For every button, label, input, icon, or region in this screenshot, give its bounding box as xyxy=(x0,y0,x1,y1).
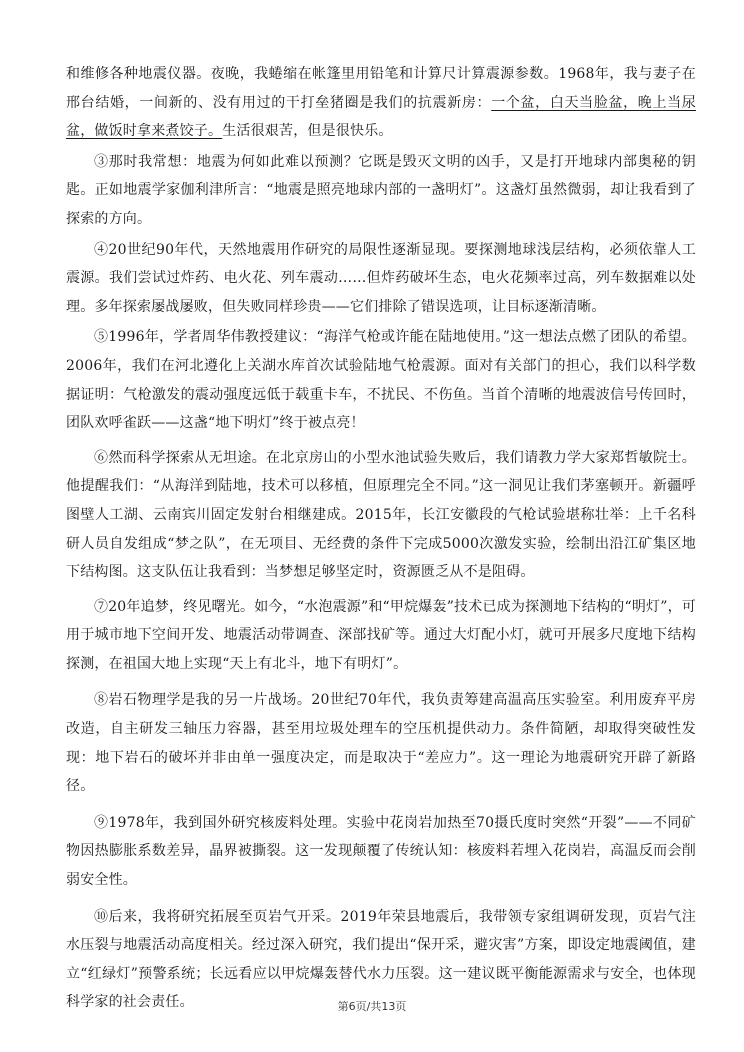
paragraph-6: ⑥然而科学探索从无坦途。在北京房山的小型水池试验失败后，我们请教力学大家郑哲敏院士。他提醒我们：“从海洋到陆地，技术可以移植，但原理完全不同。”这一洞见让我们茅塞顿开。新疆呼图壁人工湖、云南宾川固定发射台相继建成。2015年，长江安徽段的气枪试验堪称壮举：上千名科研人员自发组成“梦之队”，在无项目、无经费的条件下完成5000次激发实验，绘制出沿江矿集区地下结构图。这支队伍让我看到：当梦想足够坚定时，资源匮乏从不是阻碍。 xyxy=(66,449,696,581)
paragraph-9: ⑨1978年，我到国外研究核废料处理。实验中花岗岩加热至70摄氏度时突然“开裂”——不同矿物因热膨胀系数差异，晶界被撕裂。这一发现颠覆了传统认知：核废料若埋入花岗岩，高温反而会削弱安全性。 xyxy=(66,814,696,889)
page-number-footer: 第6页/共13页 xyxy=(337,1000,407,1013)
underlined-sentence: 一个盆，白天当脸盆，晚上当尿盆，做饭时拿来煮饺子。 xyxy=(66,94,696,140)
paragraph-1 xyxy=(66,60,696,146)
paragraph-10: ⑩后来，我将研究拓展至页岩气开采。2019年荣县地震后，我带领专家组调研发现，页岩气注水压裂与地震活动高度相关。经过深入研究，我们提出“保开采，避灾害”方案，即设定地震阈值，建立“红绿灯”预警系统；长远看应以甲烷爆轰替代水力压裂。这一建议既平衡能源需求与安全，也体现科学家的社会责任。 xyxy=(66,908,696,1011)
article-body xyxy=(66,60,696,1017)
paragraph-8: ⑧岩石物理学是我的另一片战场。20世纪70年代，我负责筹建高温高压实验室。利用废弃平房改造，自主研发三轴压力容器，甚至用垃圾处理车的空压机提供动力。条件简陋，却取得突破性发现：地下岩石的破坏并非由单一强度决定，而是取决于“差应力”。这一理论为地震研究开辟了新路径。 xyxy=(66,692,696,795)
paragraph-1-tail: 生活很艰苦，但是很快乐。 xyxy=(222,123,393,140)
paragraph-7: ⑦20年追梦，终见曙光。如今，“水泡震源”和“甲烷爆轰”技术已成为探测地下结构的“明灯”，可用于城市地下空间开发、地震活动带调查、深部找矿等。通过大灯配小灯，就可开展多尺度地下结构探测，在祖国大地上实现“天上有北斗，地下有明灯”。 xyxy=(66,598,696,672)
paragraph-5: ⑤1996年，学者周华伟教授建议：“海洋气枪或许能在陆地使用。”这一想法点燃了团队的希望。2006年，我们在河北遵化上关湖水库首次试验陆地气枪震源。面对有关部门的担心，我们以科学数据证明：气枪激发的震动强度远低于载重卡车，不扰民、不伤鱼。当首个清晰的地震波信号传回时，团队欢呼雀跃——这盏“地下明灯”终于被点亮！ xyxy=(66,329,696,432)
paragraph-3: ③那时我常想：地震为何如此难以预测？它既是毁灭文明的凶手，又是打开地球内部奥秘的钥匙。正如地震学家伽利津所言：“地震是照亮地球内部的一盏明灯”。这盏灯虽然微弱，却让我看到了探索的方向。 xyxy=(66,153,696,227)
paragraph-1-text: 和维修各种地震仪器。夜晚，我蜷缩在帐篷里用铅笔和计算尺计算震源参数。1968年，我与妻子在邢台结婚，一间新的、没有用过的干打垒猪圈是我们的抗震新房： xyxy=(66,66,696,111)
paragraph-4: ④20世纪90年代，天然地震用作研究的局限性逐渐显现。要探测地球浅层结构，必须依靠人工震源。我们尝试过炸药、电火花、列车震动……但炸药破坏生态，电火花频率过高，列车数据难以处理。多年探索屡战屡败，但失败同样珍贵——它们排除了错误选项，让目标逐渐清晰。 xyxy=(66,241,696,315)
